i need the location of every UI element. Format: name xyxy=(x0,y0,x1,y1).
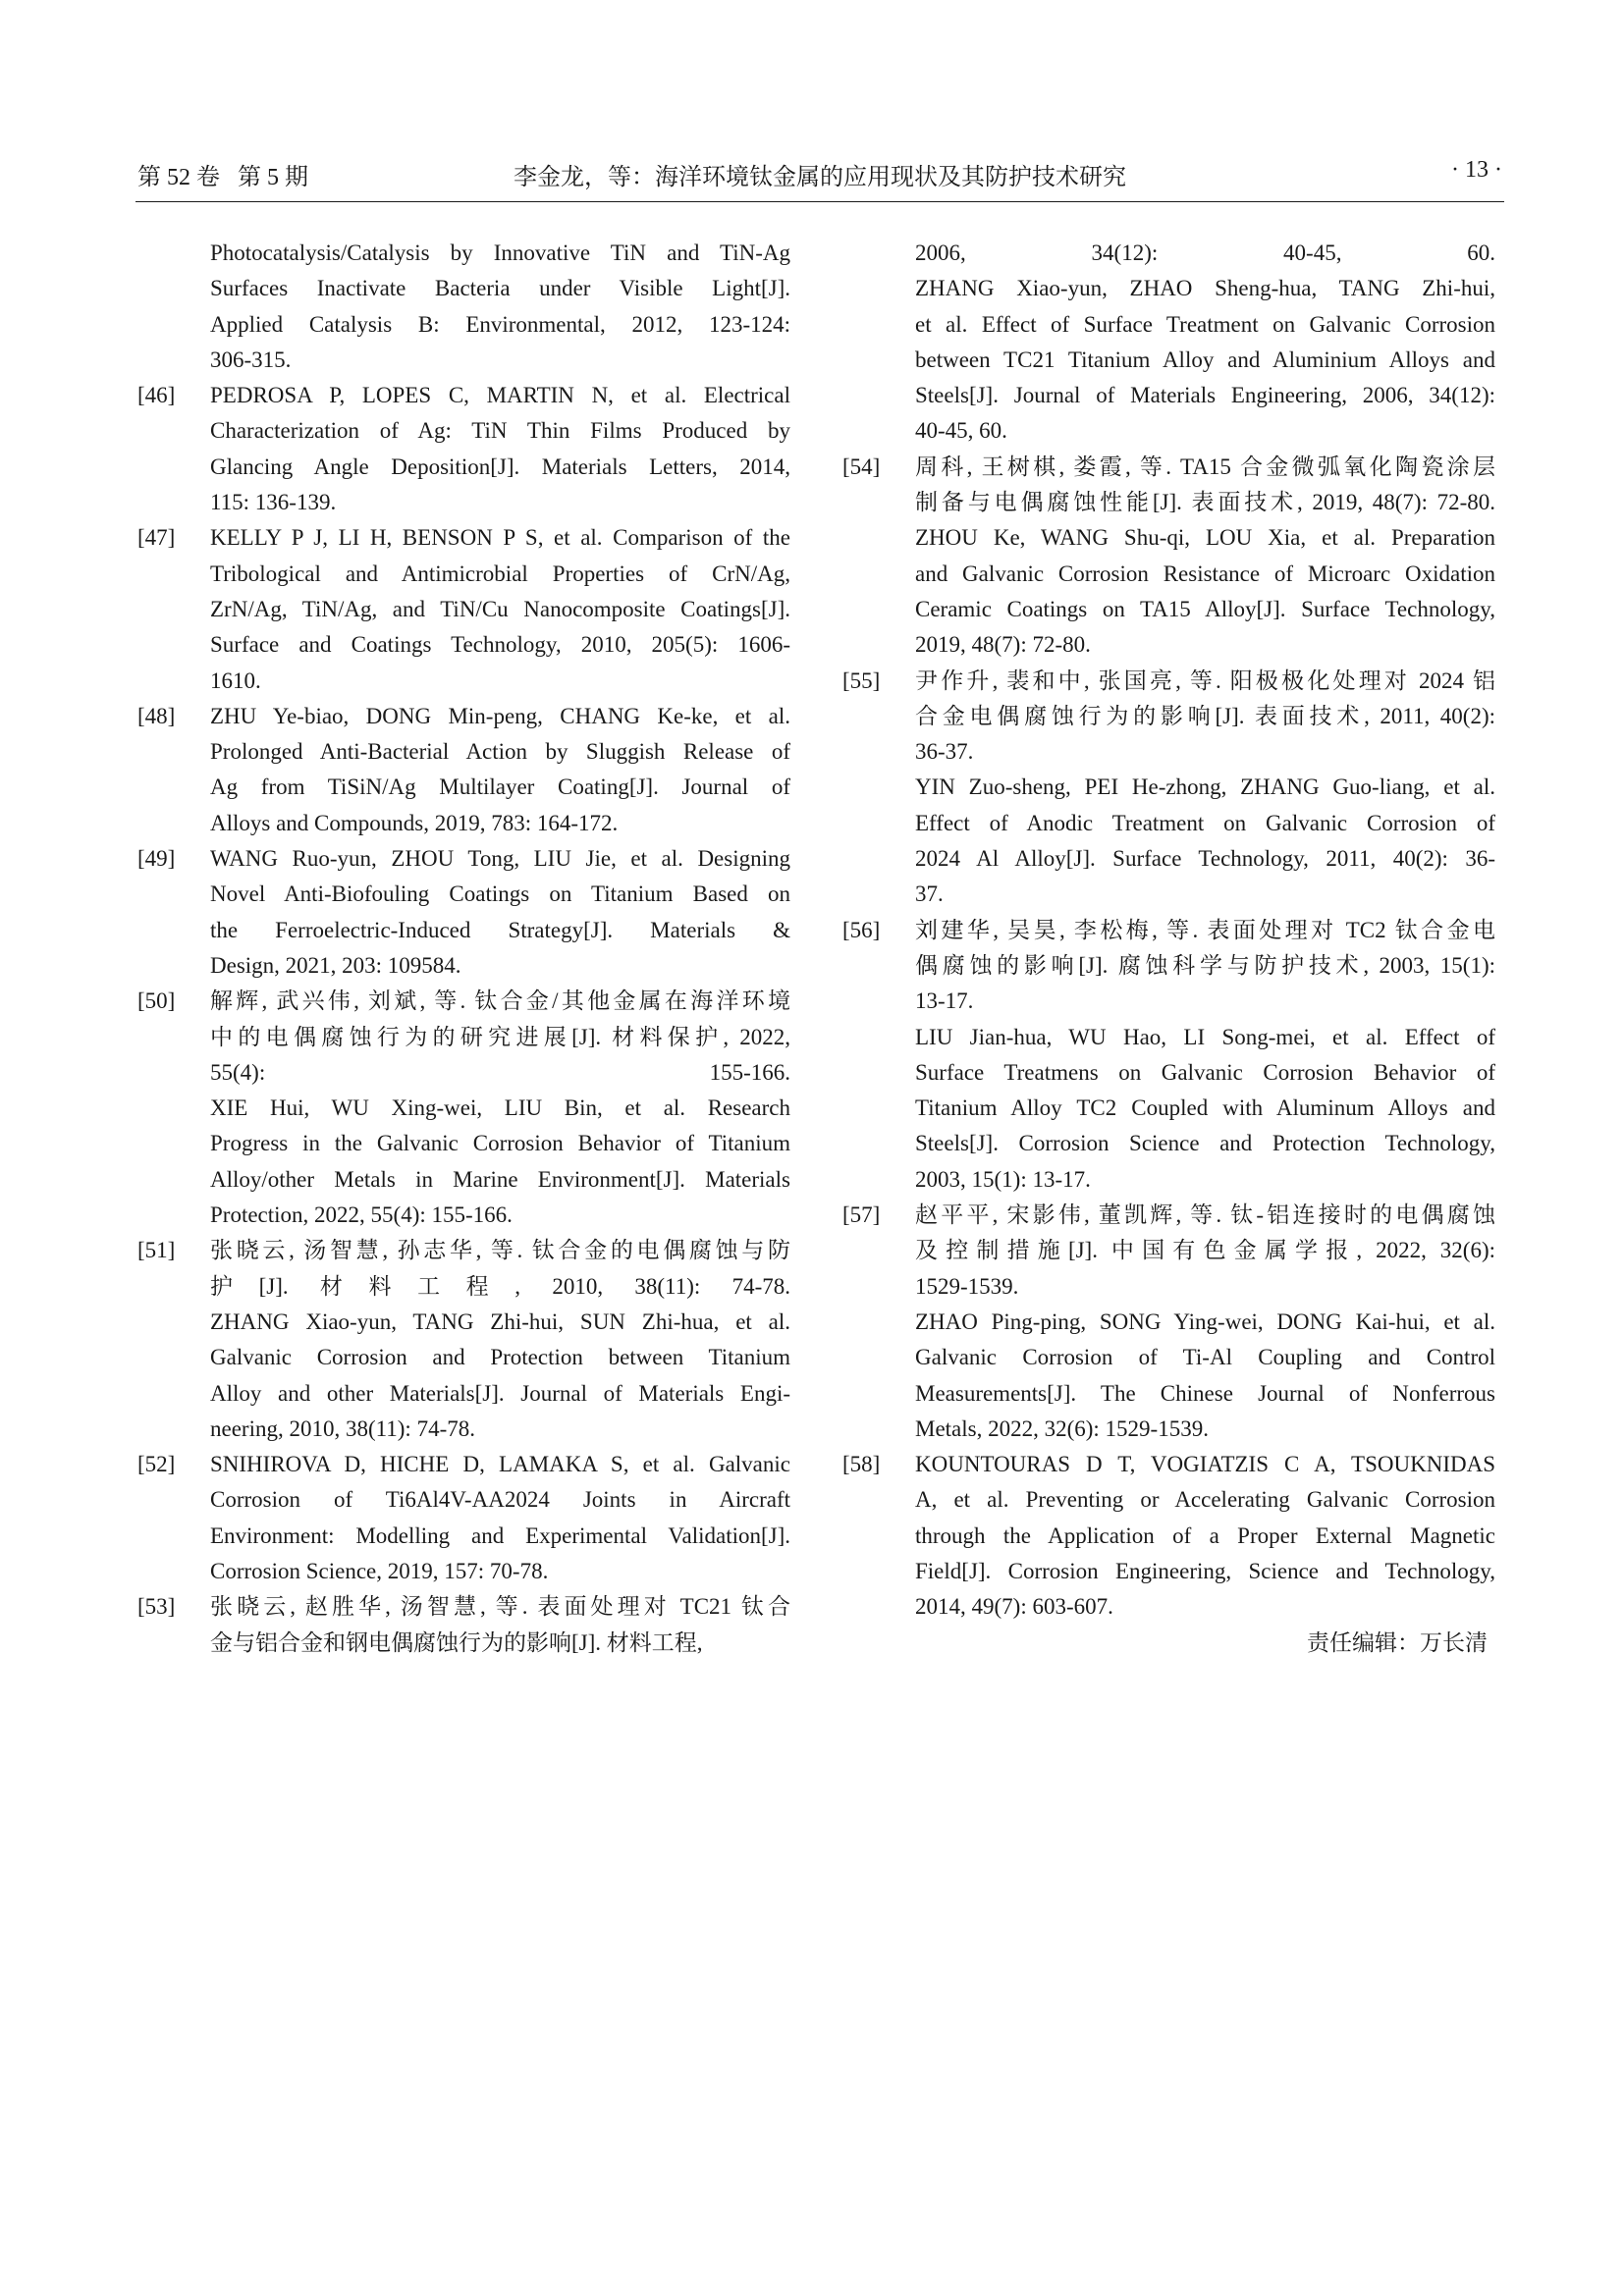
reference-line: 2003, 15(1): 13-17. xyxy=(915,1166,1091,1192)
reference-line: 1610. xyxy=(210,667,261,693)
reference-line: Protection, 2022, 55(4): 155-166. xyxy=(210,1202,513,1228)
reference-entry xyxy=(842,664,1495,913)
reference-entry xyxy=(842,450,1495,664)
reference-line: and Galvanic Corrosion Resistance of Microarc Oxidation xyxy=(915,561,1495,586)
reference-line: 306-315. xyxy=(210,347,292,372)
reference-line: Alloy/other Metals in Marine Environment[J]. Materials xyxy=(210,1166,790,1192)
reference-continuation xyxy=(842,236,1495,450)
reference-line: Ag from TiSiN/Ag Multilayer Coating[J]. Journal of xyxy=(210,774,790,800)
reference-line: Novel Anti-Biofouling Coatings on Titanium Based on xyxy=(210,881,790,907)
reference-entry xyxy=(137,1589,790,1661)
reference-line: 1529-1539. xyxy=(915,1273,1019,1299)
reference-line: 115: 136-139. xyxy=(210,490,337,515)
running-header xyxy=(137,157,1502,196)
reference-entry xyxy=(137,699,790,841)
reference-line: Metals, 2022, 32(6): 1529-1539. xyxy=(915,1415,1209,1441)
reference-number: [46] xyxy=(137,383,176,408)
reference-line: 40-45, 60. xyxy=(915,418,1007,444)
reference-number: [52] xyxy=(137,1452,176,1477)
reference-entry xyxy=(137,1233,790,1447)
reference-line: Prolonged Anti-Bacterial Action by Sluggish Release of xyxy=(210,739,790,765)
reference-entry xyxy=(137,520,790,698)
reference-number: [51] xyxy=(137,1238,176,1263)
reference-line: ZHU Ye-biao, DONG Min-peng, CHANG Ke-ke, et al. xyxy=(210,703,790,728)
reference-line: Corrosion of Ti6Al4V-AA2024 Joints in Aircraft xyxy=(210,1487,790,1513)
reference-line: 制备与电偶腐蚀性能[J]. 表面技术, 2019, 48(7): 72-80. xyxy=(915,490,1495,515)
reference-line: Photocatalysis/Catalysis by Innovative TiN and TiN-Ag xyxy=(210,240,790,265)
header-rule xyxy=(135,201,1504,202)
reference-line: ZHAO Ping-ping, SONG Ying-wei, DONG Kai-hui, et al. xyxy=(915,1308,1495,1334)
article-title: 李金龙，等：海洋环境钛金属的应用现状及其防护技术研究 xyxy=(514,165,1126,190)
reference-line: Surface and Coatings Technology, 2010, 205(5): 1606- xyxy=(210,632,790,658)
page-number: · 13 · xyxy=(1451,157,1502,183)
reference-number: [58] xyxy=(842,1452,881,1477)
reference-line: Titanium Alloy TC2 Coupled with Aluminum Alloys and xyxy=(915,1095,1495,1121)
reference-number: [48] xyxy=(137,703,176,728)
reference-line: 张晓云, 汤智慧, 孙志华, 等. 钛合金的电偶腐蚀与防 xyxy=(210,1238,790,1263)
reference-number: [55] xyxy=(842,667,881,693)
reference-line: Alloys and Compounds, 2019, 783: 164-172. xyxy=(210,810,619,835)
reference-line: Measurements[J]. The Chinese Journal of Nonferrous xyxy=(915,1380,1495,1406)
reference-continuation xyxy=(137,236,790,378)
reference-entry xyxy=(137,984,790,1233)
reference-line: neering, 2010, 38(11): 74-78. xyxy=(210,1415,475,1441)
reference-line: LIU Jian-hua, WU Hao, LI Song-mei, et al. Effect of xyxy=(915,1024,1495,1049)
reference-line: 55(4): 155-166. xyxy=(210,1059,790,1085)
reference-line: ZrN/Ag, TiN/Ag, and TiN/Cu Nanocomposite Coatings[J]. xyxy=(210,596,790,621)
volume-issue: 第 52 卷 第 5 期 xyxy=(137,165,308,190)
reference-line: XIE Hui, WU Xing-wei, LIU Bin, et al. Research xyxy=(210,1095,790,1121)
reference-line: 中的电偶腐蚀行为的研究进展[J]. 材料保护, 2022, xyxy=(210,1024,790,1049)
reference-number: [56] xyxy=(842,917,881,942)
reference-entry xyxy=(137,841,790,984)
reference-entry xyxy=(842,1198,1495,1447)
reference-line: Ceramic Coatings on TA15 Alloy[J]. Surface Technology, xyxy=(915,596,1495,621)
reference-line: Galvanic Corrosion of Ti-Al Coupling and Control xyxy=(915,1345,1495,1370)
reference-line: 周科, 王树棋, 娄霞, 等. TA15 合金微弧氧化陶瓷涂层 xyxy=(915,454,1495,479)
reference-line: Field[J]. Corrosion Engineering, Science and Technology, xyxy=(915,1558,1495,1583)
reference-line: 偶腐蚀的影响[J]. 腐蚀科学与防护技术, 2003, 15(1): xyxy=(915,952,1495,978)
reference-entry xyxy=(842,1447,1495,1625)
reference-number: [47] xyxy=(137,525,176,551)
reference-line: YIN Zuo-sheng, PEI He-zhong, ZHANG Guo-liang, et al. xyxy=(915,774,1495,800)
reference-line: KOUNTOURAS D T, VOGIATZIS C A, TSOUKNIDAS xyxy=(915,1452,1495,1477)
reference-line: et al. Effect of Surface Treatment on Galvanic Corrosion xyxy=(915,311,1495,337)
reference-line: WANG Ruo-yun, ZHOU Tong, LIU Jie, et al. Designing xyxy=(210,846,790,872)
reference-line: 13-17. xyxy=(915,988,974,1014)
reference-line: Galvanic Corrosion and Protection between Titanium xyxy=(210,1345,790,1370)
reference-line: Alloy and other Materials[J]. Journal of Materials Engi- xyxy=(210,1380,790,1406)
reference-entry xyxy=(137,378,790,520)
reference-number: [49] xyxy=(137,846,176,872)
reference-number: [57] xyxy=(842,1202,881,1228)
reference-line: ZHANG Xiao-yun, ZHAO Sheng-hua, TANG Zhi-hui, xyxy=(915,276,1495,301)
reference-line: Steels[J]. Journal of Materials Engineering, 2006, 34(12): xyxy=(915,383,1495,408)
reference-line: Environment: Modelling and Experimental Validation[J]. xyxy=(210,1522,790,1548)
reference-line: Tribological and Antimicrobial Properties of CrN/Ag, xyxy=(210,561,790,586)
responsible-editor: 责任编辑：万长清 xyxy=(1307,1629,1488,1655)
reference-line: 解辉, 武兴伟, 刘斌, 等. 钛合金/其他金属在海洋环境 xyxy=(210,988,790,1014)
reference-line: the Ferroelectric-Induced Strategy[J]. Materials & xyxy=(210,917,790,942)
reference-line: ZHOU Ke, WANG Shu-qi, LOU Xia, et al. Preparation xyxy=(915,525,1495,551)
right-column xyxy=(842,236,1495,1661)
reference-line: 2019, 48(7): 72-80. xyxy=(915,632,1091,658)
reference-entry xyxy=(137,1447,790,1589)
reference-line: between TC21 Titanium Alloy and Aluminium Alloys and xyxy=(915,347,1495,372)
reference-number: [53] xyxy=(137,1594,176,1620)
reference-line: A, et al. Preventing or Accelerating Galvanic Corrosion xyxy=(915,1487,1495,1513)
reference-line: 护[J]. 材料工程, 2010, 38(11): 74-78. xyxy=(210,1273,790,1299)
reference-line: 尹作升, 裴和中, 张国亮, 等. 阳极极化处理对 2024 铝 xyxy=(915,667,1495,693)
reference-number: [54] xyxy=(842,454,881,479)
reference-number: [50] xyxy=(137,988,176,1014)
reference-line: Surface Treatmens on Galvanic Corrosion Behavior of xyxy=(915,1059,1495,1085)
reference-line: 合金电偶腐蚀行为的影响[J]. 表面技术, 2011, 40(2): xyxy=(915,703,1495,728)
reference-line: 2006, 34(12): 40-45, 60. xyxy=(915,240,1495,265)
reference-entry xyxy=(842,913,1495,1198)
reference-line: PEDROSA P, LOPES C, MARTIN N, et al. Electrical xyxy=(210,383,790,408)
reference-line: KELLY P J, LI H, BENSON P S, et al. Comparison of the xyxy=(210,525,790,551)
reference-line: Steels[J]. Corrosion Science and Protection Technology, xyxy=(915,1131,1495,1156)
reference-line: Surfaces Inactivate Bacteria under Visible Light[J]. xyxy=(210,276,790,301)
reference-line: Glancing Angle Deposition[J]. Materials Letters, 2014, xyxy=(210,454,790,479)
reference-line: Characterization of Ag: TiN Thin Films Produced by xyxy=(210,418,790,444)
reference-line: 赵平平, 宋影伟, 董凯辉, 等. 钛-铝连接时的电偶腐蚀 xyxy=(915,1202,1495,1228)
reference-line: 及控制措施[J]. 中国有色金属学报, 2022, 32(6): xyxy=(915,1238,1495,1263)
reference-line: 刘建华, 吴昊, 李松梅, 等. 表面处理对 TC2 钛合金电 xyxy=(915,917,1495,942)
reference-line: through the Application of a Proper External Magnetic xyxy=(915,1522,1495,1548)
reference-line: Design, 2021, 203: 109584. xyxy=(210,952,461,978)
reference-line: Progress in the Galvanic Corrosion Behavior of Titanium xyxy=(210,1131,790,1156)
left-column xyxy=(137,236,790,1661)
reference-line: Applied Catalysis B: Environmental, 2012, 123-124: xyxy=(210,311,790,337)
reference-line: SNIHIROVA D, HICHE D, LAMAKA S, et al. Galvanic xyxy=(210,1452,790,1477)
reference-line: 37. xyxy=(915,881,944,907)
reference-line: ZHANG Xiao-yun, TANG Zhi-hui, SUN Zhi-hua, et al. xyxy=(210,1308,790,1334)
reference-line: 2014, 49(7): 603-607. xyxy=(915,1594,1113,1620)
reference-line: Corrosion Science, 2019, 157: 70-78. xyxy=(210,1558,549,1583)
reference-line: 36-37. xyxy=(915,739,974,765)
reference-line: 金与铝合金和钢电偶腐蚀行为的影响[J]. 材料工程, xyxy=(210,1629,703,1655)
reference-line: 张晓云, 赵胜华, 汤智慧, 等. 表面处理对 TC21 钛合 xyxy=(210,1594,790,1620)
reference-line: 2024 Al Alloy[J]. Surface Technology, 2011, 40(2): 36- xyxy=(915,846,1495,872)
reference-line: Effect of Anodic Treatment on Galvanic Corrosion of xyxy=(915,810,1495,835)
